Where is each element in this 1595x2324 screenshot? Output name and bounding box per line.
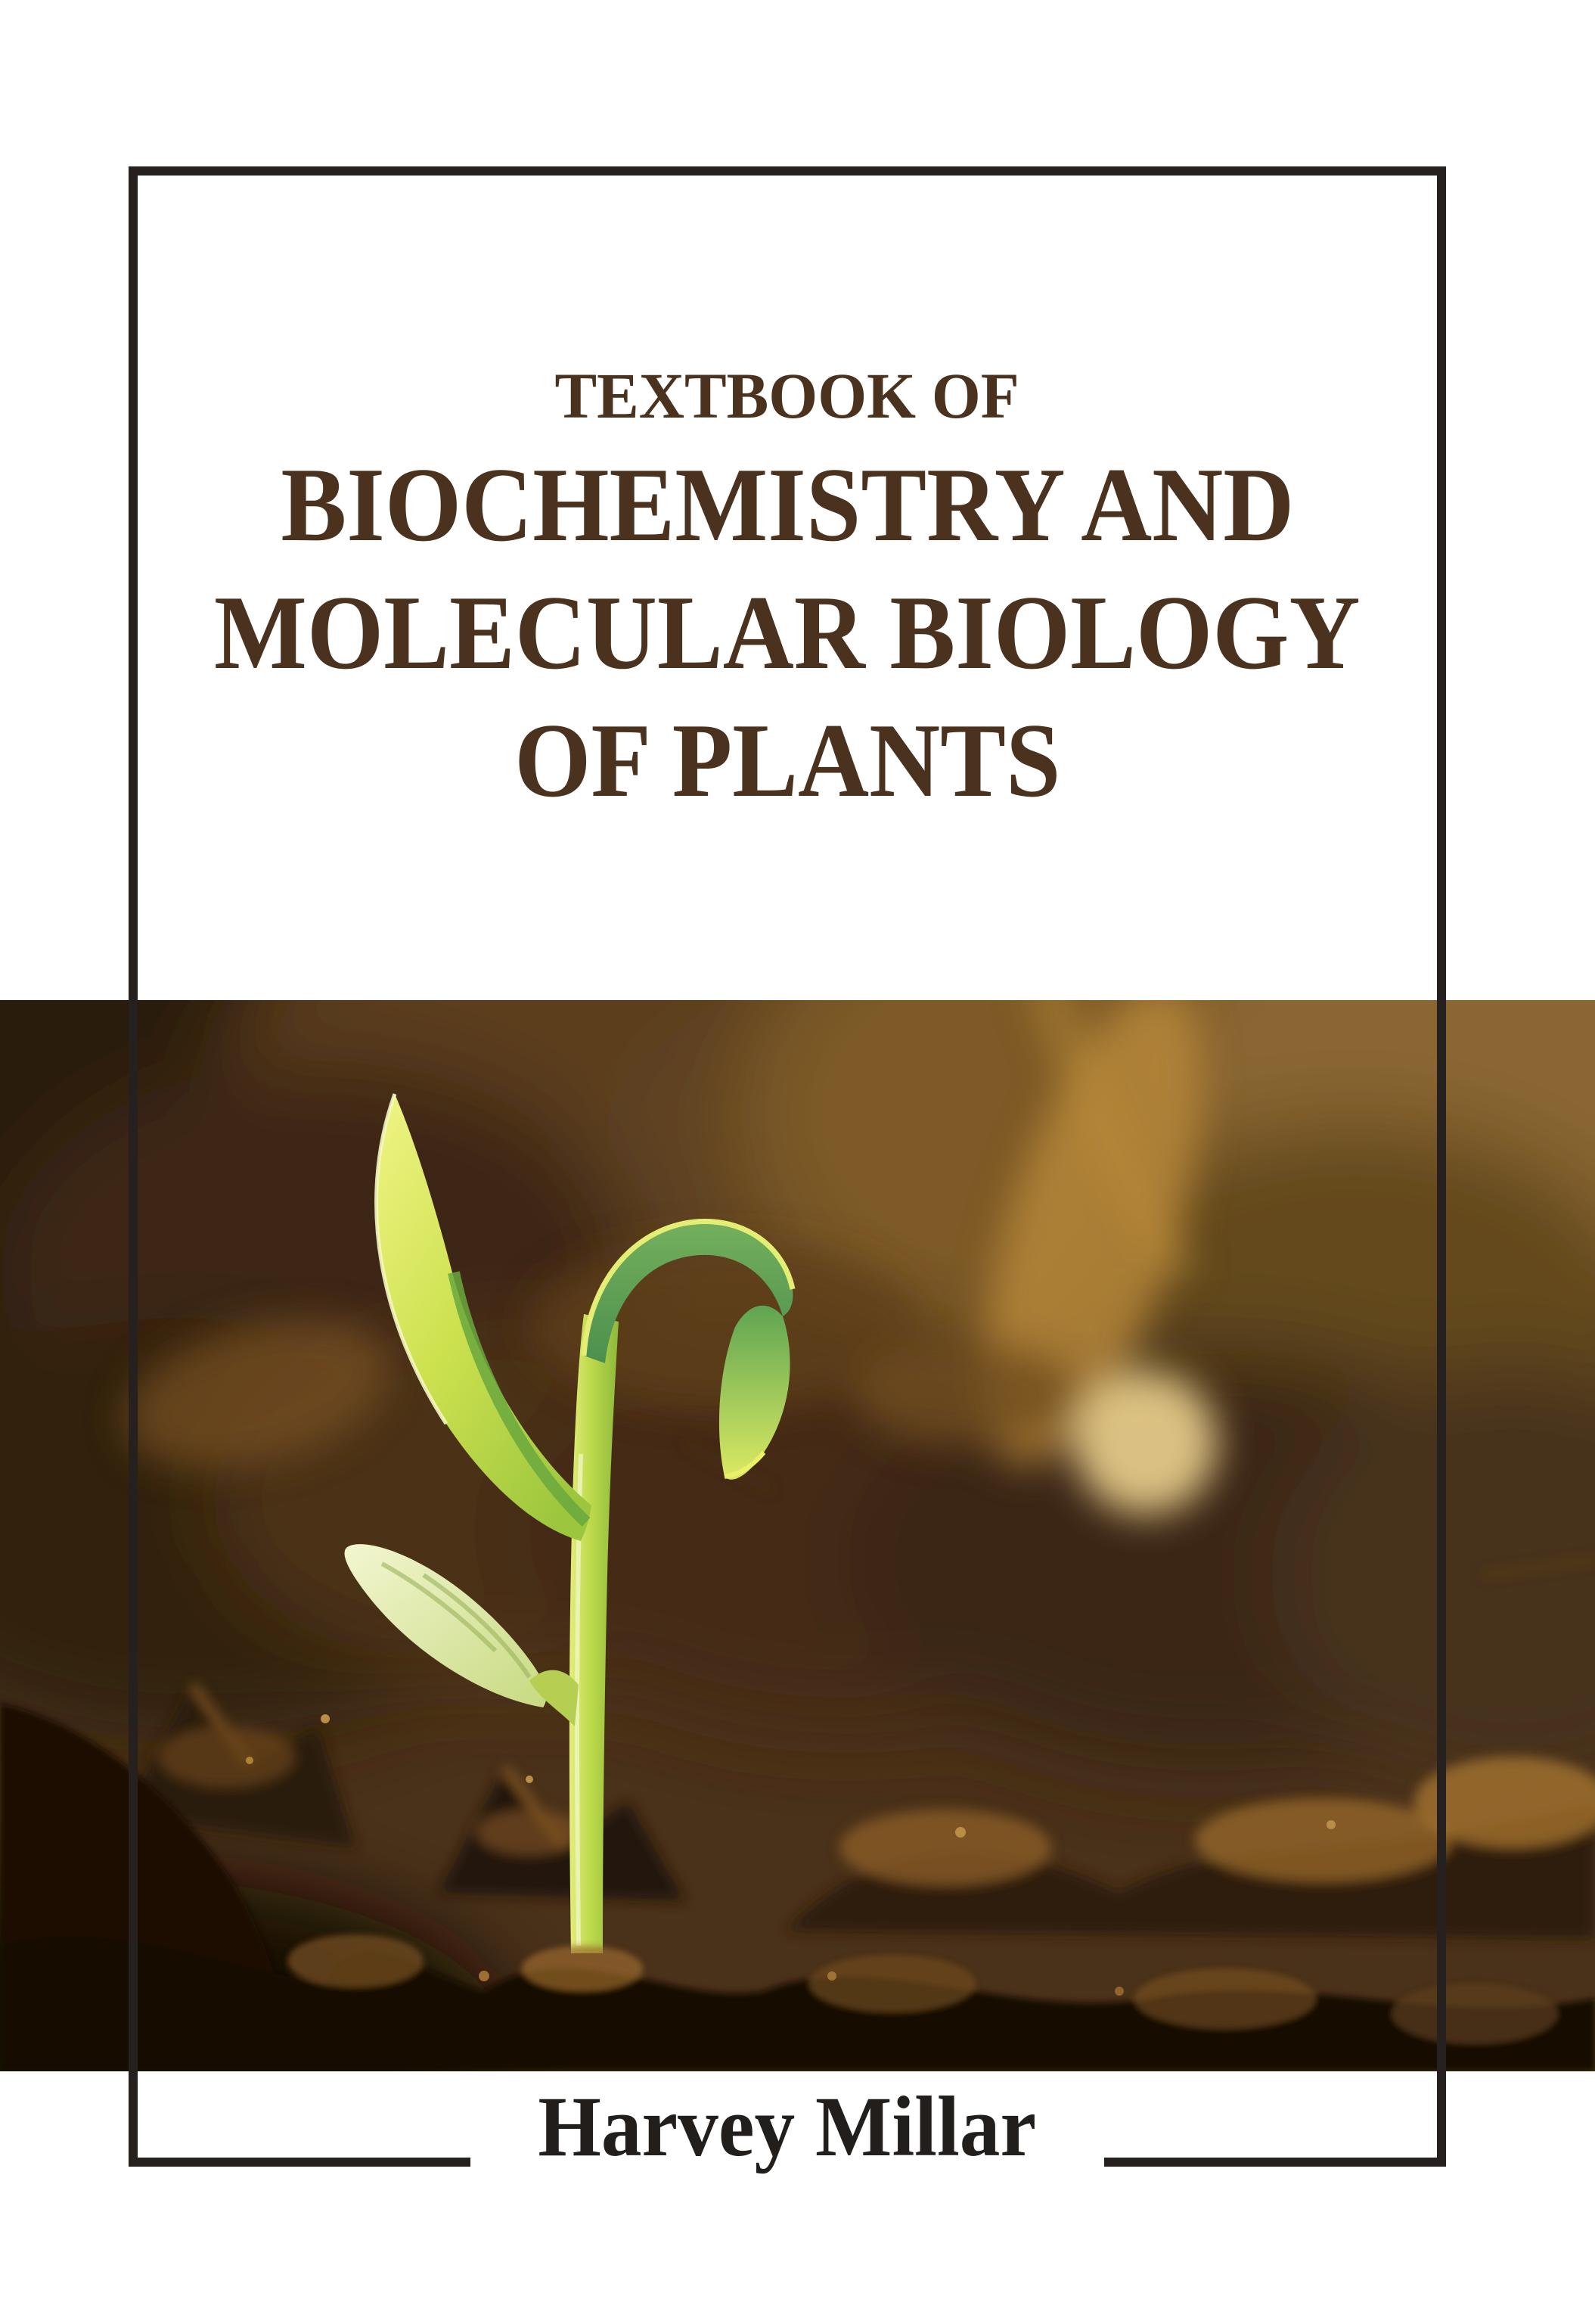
- title-line: [129, 697, 1446, 825]
- author-row: [129, 2080, 1446, 2174]
- author-name: Harvey Millar: [470, 2084, 1103, 2170]
- title-line: [129, 441, 1446, 569]
- title-block: [129, 356, 1446, 825]
- title-line-text: BIOCHEMISTRY AND: [281, 446, 1294, 564]
- title-line: [129, 569, 1446, 697]
- title-line-text: MOLECULAR BIOLOGY: [214, 574, 1361, 691]
- title-line-text: OF PLANTS: [514, 702, 1061, 819]
- title-kicker: [129, 356, 1446, 436]
- main-title: [129, 441, 1446, 825]
- title-kicker-text: TEXTBOOK OF: [554, 359, 1020, 432]
